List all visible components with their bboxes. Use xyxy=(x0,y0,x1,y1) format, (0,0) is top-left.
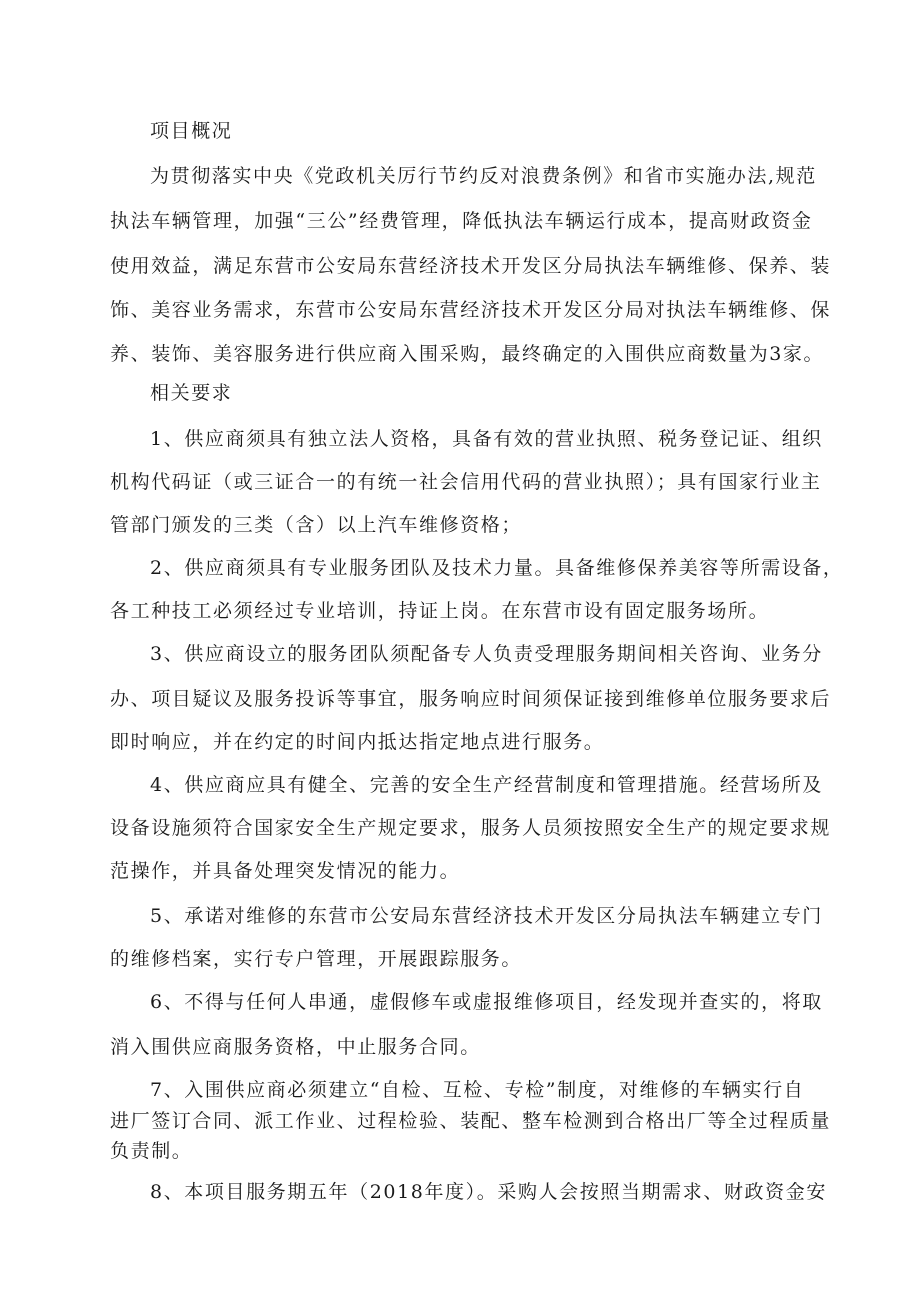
req1-line-2: 机构代码证（或三证合一的有统一社会信用代码的营业执照）；具有国家行业主 xyxy=(110,471,822,493)
req5-line-1: 5、承诺对维修的东营市公安局东营经济技术开发区分局执法车辆建立专门 xyxy=(150,905,823,927)
overview-line-2: 执法车辆管理，加强“三公”经费管理，降低执法车辆运行成本，提高财政资金 xyxy=(110,210,813,232)
req7-line-1: 7、入围供应商必须建立“自检、互检、专检”制度，对维修的车辆实行自 xyxy=(150,1079,805,1101)
req1-line-1: 1、供应商须具有独立法人资格，具备有效的营业执照、税务登记证、组织 xyxy=(150,428,823,450)
heading-project-overview: 项目概况 xyxy=(150,120,233,142)
req2-line-2: 各工种技工必须经过专业培训，持证上岗。在东营市设有固定服务场所。 xyxy=(110,600,770,622)
req7-line-3: 负责制。 xyxy=(110,1140,193,1162)
req3-line-3: 即时响应，并在约定的时间内抵达指定地点进行服务。 xyxy=(110,731,605,753)
req6-line-2: 消入围供应商服务资格，中止服务合同。 xyxy=(110,1036,481,1058)
req4-line-3: 范操作，并具备处理突发情况的能力。 xyxy=(110,860,461,882)
req5-line-2: 的维修档案，实行专户管理，开展跟踪服务。 xyxy=(110,948,523,970)
req6-line-1: 6、不得与任何人串通，虚假修车或虚报维修项目，经发现并查实的，将取 xyxy=(150,991,823,1013)
overview-line-5: 养、装饰、美容服务进行供应商入围采购，最终确定的入围供应商数量为3家。 xyxy=(110,343,825,365)
overview-line-1: 为贯彻落实中央《党政机关厉行节约反对浪费条例》和省市实施办法,规范 xyxy=(150,165,817,187)
overview-line-4: 饰、美容业务需求，东营市公安局东营经济技术开发区分局对执法车辆维修、保 xyxy=(110,299,832,321)
heading-requirements: 相关要求 xyxy=(150,382,233,404)
req4-line-1: 4、供应商应具有健全、完善的安全生产经营制度和管理措施。经营场所及 xyxy=(150,774,823,796)
req3-line-2: 办、项目疑议及服务投诉等事宜，服务响应时间须保证接到维修单位服务要求后 xyxy=(110,688,832,710)
req1-line-3: 管部门颁发的三类（含）以上汽车维修资格； xyxy=(110,514,523,536)
overview-line-3: 使用效益，满足东营市公安局东营经济技术开发区分局执法车辆维修、保养、装 xyxy=(110,255,832,277)
req4-line-2: 设备设施须符合国家安全生产规定要求，服务人员须按照安全生产的规定要求规 xyxy=(110,817,832,839)
req3-line-1: 3、供应商设立的服务团队须配备专人负责受理服务期间相关咨询、业务分 xyxy=(150,643,823,665)
req8-line-1: 8、本项目服务期五年（2018年度）。采购人会按照当期需求、财政资金安 xyxy=(150,1181,827,1203)
req7-line-2: 进厂签订合同、派工作业、过程检验、装配、整车检测到合格出厂等全过程质量 xyxy=(110,1110,832,1132)
req2-line-1: 2、供应商须具有专业服务团队及技术力量。具备维修保养美容等所需设备， xyxy=(150,557,844,579)
